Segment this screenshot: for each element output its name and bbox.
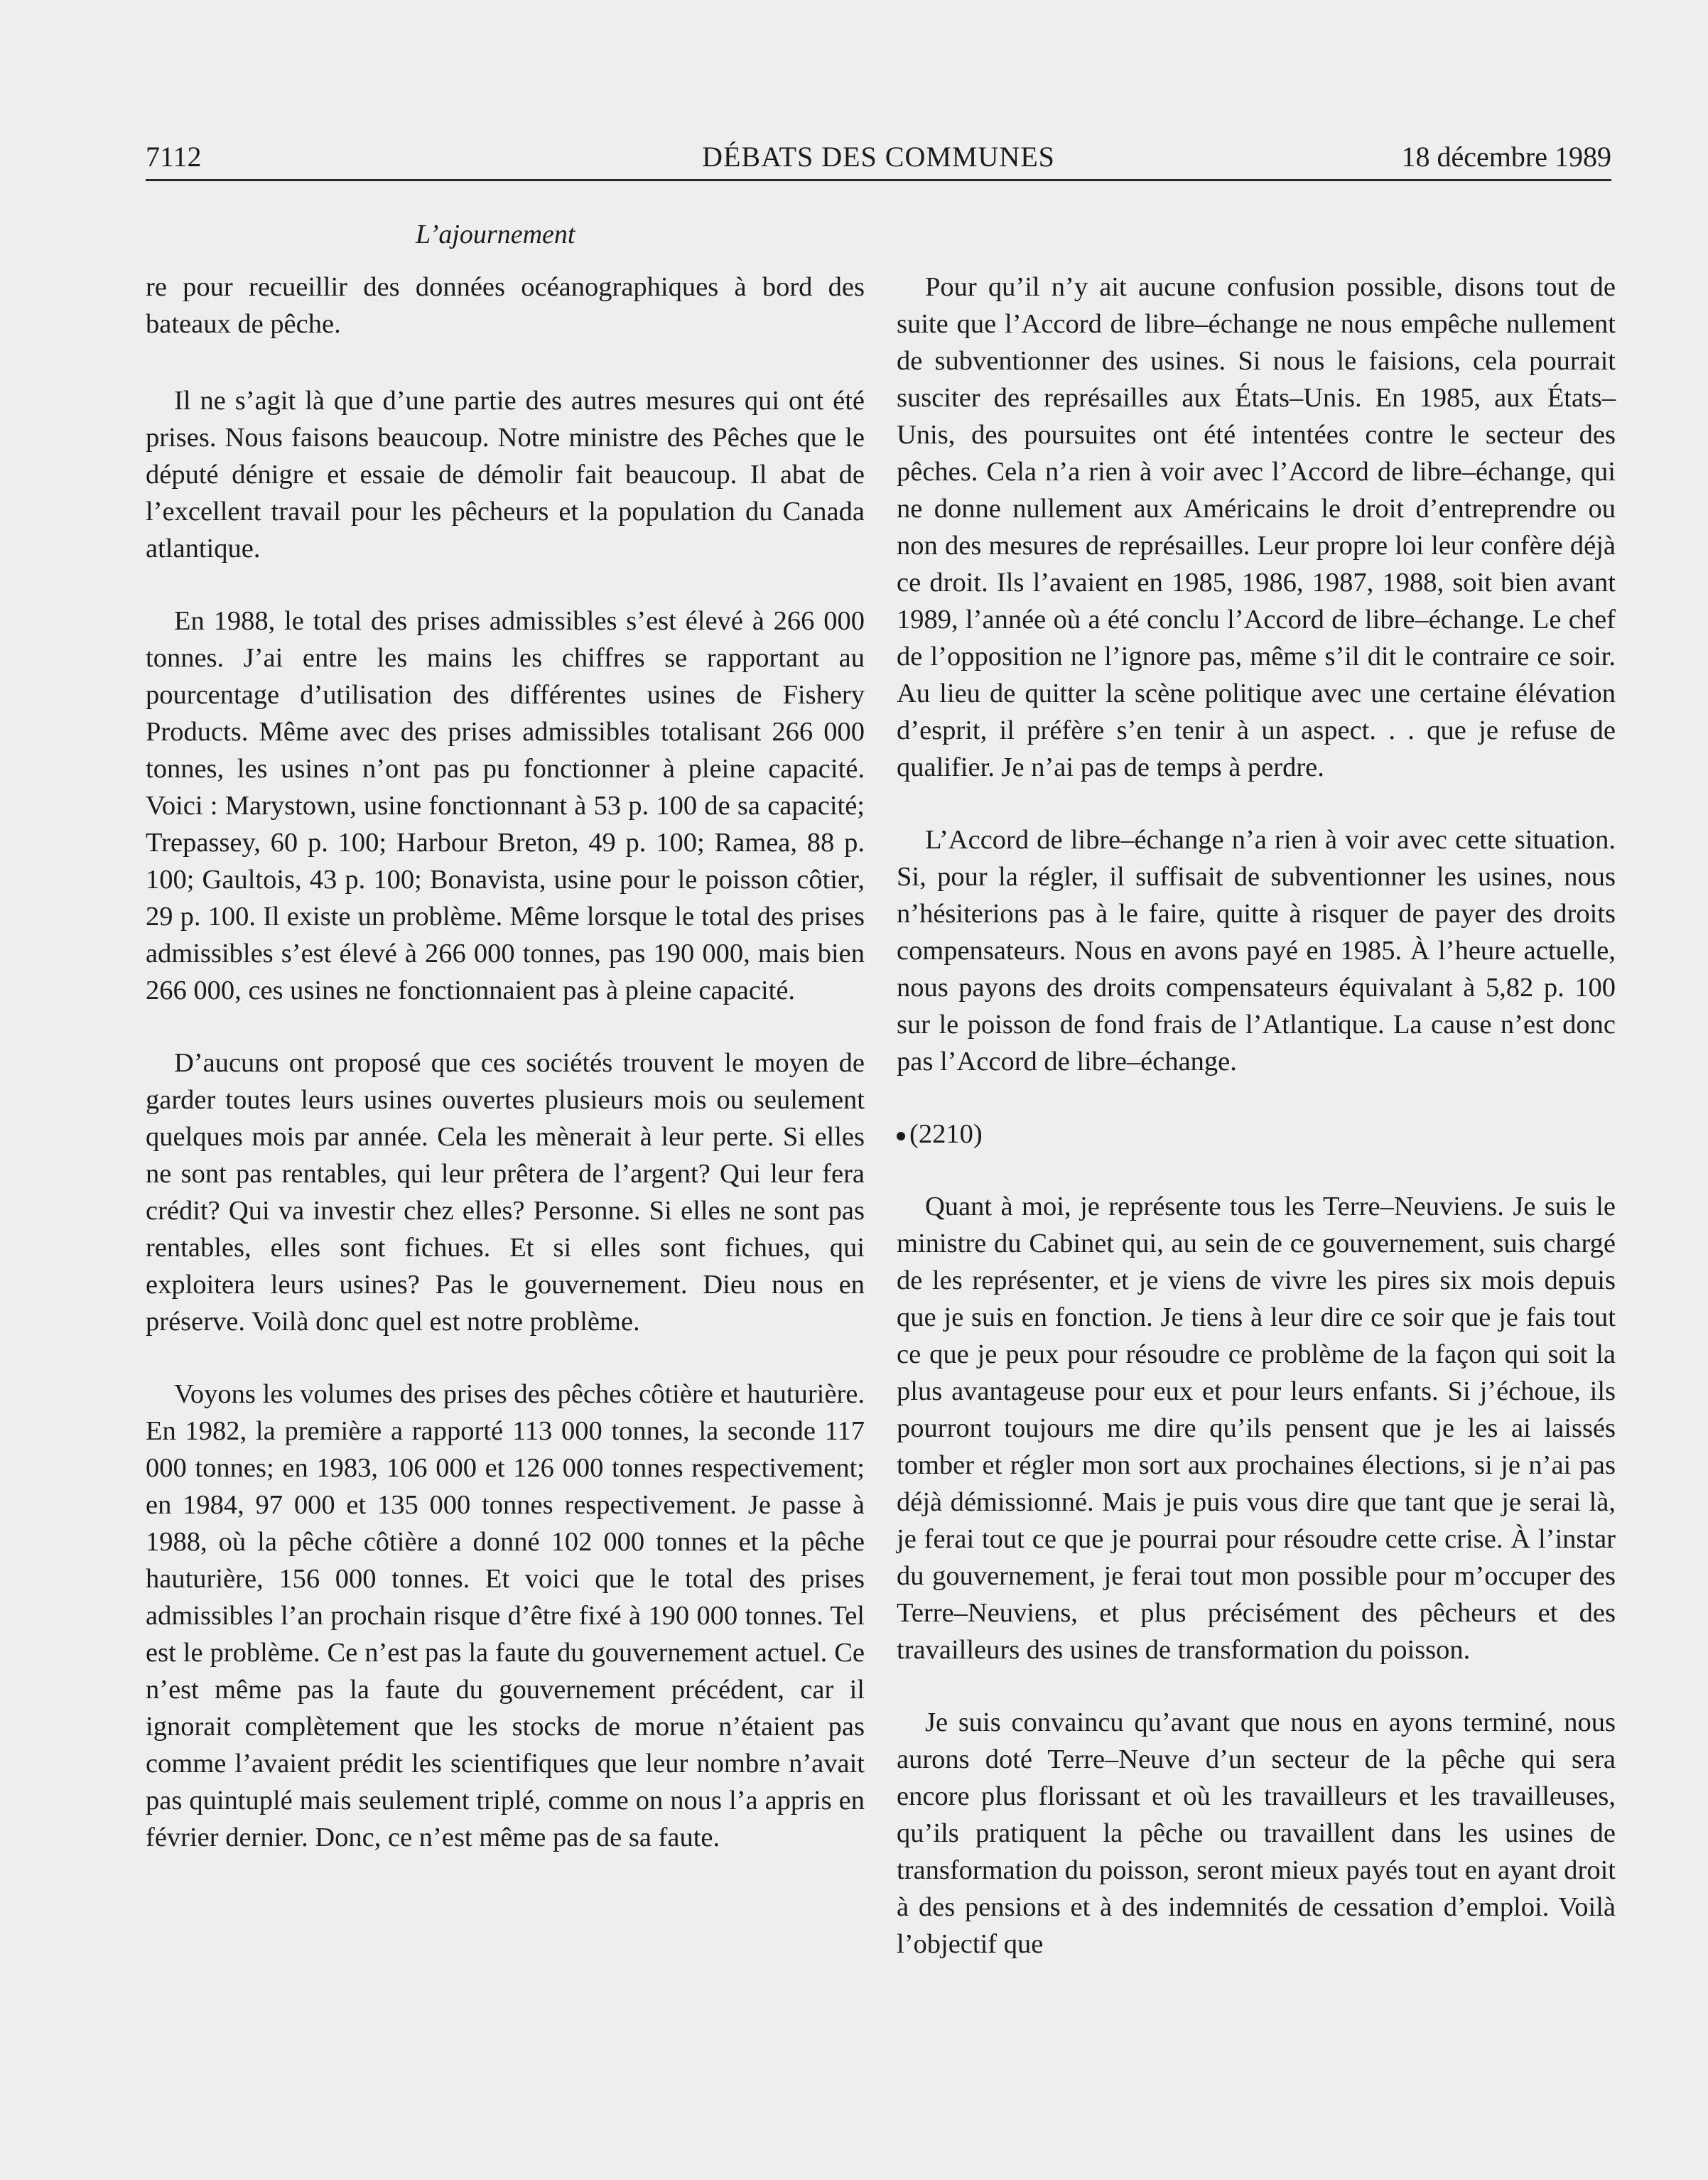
bullet-icon <box>897 1132 905 1140</box>
paragraph: Je suis convaincu qu’avant que nous en ayons terminé, nous aurons doté Terre–Neuve d’un secteur de la pêche qui sera encore plus florissant et où les travailleurs et les travailleuses, qu’ils pratiquent la pêche ou travaillent dans les usines de transformation du poisson, seront mieux payés tout en ayant droit à des pensions et à des indemnités de cessation d’emploi. Voilà l’objectif que <box>897 1707 1616 1959</box>
paragraph: Il ne s’agit là que d’une partie des autres mesures qui ont été prises. Nous faisons beaucoup. Notre ministre des Pêches que le député dénigre et essaie de démolir fait beaucoup. Il abat de l’excellent travail pour les pêcheurs et la population du Canada atlantique. <box>146 386 865 563</box>
paragraph: Quant à moi, je représente tous les Terre–Neuviens. Je suis le ministre du Cabinet qui, au sein de ce gouvernement, suis chargé de les représenter, et je viens de vivre les pires six mois depuis que je suis en fonction. Je tiens à leur dire ce soir que je fais tout ce que je peux pour résoudre ce problème de la façon qui soit la plus avantageuse pour eux et pour leurs enfants. Si j’échoue, ils pourront toujours me dire qu’ils pensent que je les ai laissés tomber et régler mon sort aux prochaines élections, si je n’ai pas déjà démissionné. Mais je puis vous dire que tant que je serai là, je ferai tout ce que je pourrai pour résoudre cette crise. À l’instar du gouvernement, je ferai tout mon possible pour m’occuper des Terre–Neuviens, et plus précisément des pêcheurs et des travailleurs des usines de transformation du poisson. <box>897 1192 1616 1665</box>
paragraph: Voyons les volumes des prises des pêches côtière et hauturière. En 1982, la première a rapporté 113 000 tonnes, la seconde 117 000 tonnes; en 1983, 106 000 et 126 000 tonnes respectivement; en 1984, 97 000 et 135 000 tonnes respectivement. Je passe à 1988, où la pêche côtière a donné 102 000 tonnes et la pêche hauturière, 156 000 tonnes. Et voici que le total des prises admissibles l’an prochain risque d’être fixé à 190 000 tonnes. Tel est le problème. Ce n’est pas la faute du gouvernement actuel. Ce n’est même pas la faute du gouvernement précédent, car il ignorait complètement que les stocks de morue n’étaient pas comme l’avaient prédit les scientifiques que leur nombre n’avait pas quintuplé mais seulement triplé, comme on nous l’a appris en février dernier. Donc, ce n’est même pas de sa faute. <box>146 1379 865 1852</box>
paragraph: En 1988, le total des prises admissibles s’est élevé à 266 000 tonnes. J’ai entre les mains les chiffres se rapportant au pourcentage d’utilisation des différentes usines de Fishery Products. Même avec des prises admissibles totalisant 266 000 tonnes, les usines n’ont pas pu fonctionner à pleine capacité. Voici : Marystown, usine fonctionnant à 53 p. 100 de sa capacité; Trepassey, 60 p. 100; Harbour Breton, 49 p. 100; Ramea, 88 p. 100; Gaultois, 43 p. 100; Bonavista, usine pour le poisson côtier, 29 p. 100. Il existe un problème. Même lorsque le total des prises admissibles s’est élevé à 266 000 tonnes, pas 190 000, mais bien 266 000, ces usines ne fonctionnaient pas à pleine capacité. <box>146 606 865 1005</box>
paragraph: D’aucuns ont proposé que ces sociétés trouvent le moyen de garder toutes leurs usines ouvertes plusieurs mois ou seulement quelques mois par année. Cela les mènerait à leur perte. Si elles ne sont pas rentables, qui leur prêtera de l’argent? Qui leur fera crédit? Qui va investir chez elles? Personne. Si elles ne sont pas rentables, elles sont fichues. Et si elles sont fichues, qui exploitera leurs usines? Pas le gouvernement. Dieu nous en préserve. Voilà donc quel est notre problème. <box>146 1048 865 1337</box>
time-marker-text: (2210) <box>909 1119 983 1149</box>
section-title: L’ajournement <box>416 220 575 249</box>
time-marker <box>897 1116 1616 1153</box>
header-rule <box>146 179 1611 181</box>
publication-title: DÉBATS DES COMMUNES <box>702 141 1055 173</box>
page-number: 7112 <box>146 141 202 173</box>
publication-date: 18 décembre 1989 <box>1401 141 1611 173</box>
right-column <box>897 269 1616 1963</box>
left-column <box>146 269 865 1856</box>
page-header <box>146 137 1611 177</box>
paragraph: L’Accord de libre–échange n’a rien à voir avec cette situation. Si, pour la régler, il suffisait de subventionner les usines, nous n’hésiterions pas à le faire, quitte à risquer de payer des droits compensateurs. Nous en avons payé en 1985. À l’heure actuelle, nous payons des droits compensateurs équivalant à 5,82 p. 100 sur le poisson de fond frais de l’Atlantique. La cause n’est donc pas l’Accord de libre–échange. <box>897 825 1616 1076</box>
paragraph: re pour recueillir des données océanographiques à bord des bateaux de pêche. <box>146 272 865 339</box>
paragraph: Pour qu’il n’y ait aucune confusion possible, disons tout de suite que l’Accord de libre–échange ne nous empêche nullement de subventionner des usines. Si nous le faisions, cela pourrait susciter des représailles aux États–Unis. En 1985, aux États–Unis, des poursuites ont été intentées contre le secteur des pêches. Cela n’a rien à voir avec l’Accord de libre–échange, qui ne donne nullement aux Américains le droit d’entreprendre ou non des mesures de représailles. Leur propre loi leur confère déjà ce droit. Ils l’avaient en 1985, 1986, 1987, 1988, soit bien avant 1989, l’année où a été conclu l’Accord de libre–échange. Le chef de l’opposition ne l’ignore pas, même s’il dit le contraire ce soir. Au lieu de quitter la scène politique avec une certaine élévation d’esprit, il préfère s’en tenir à un aspect. . . que je refuse de qualifier. Je n’ai pas de temps à perdre. <box>897 272 1616 782</box>
